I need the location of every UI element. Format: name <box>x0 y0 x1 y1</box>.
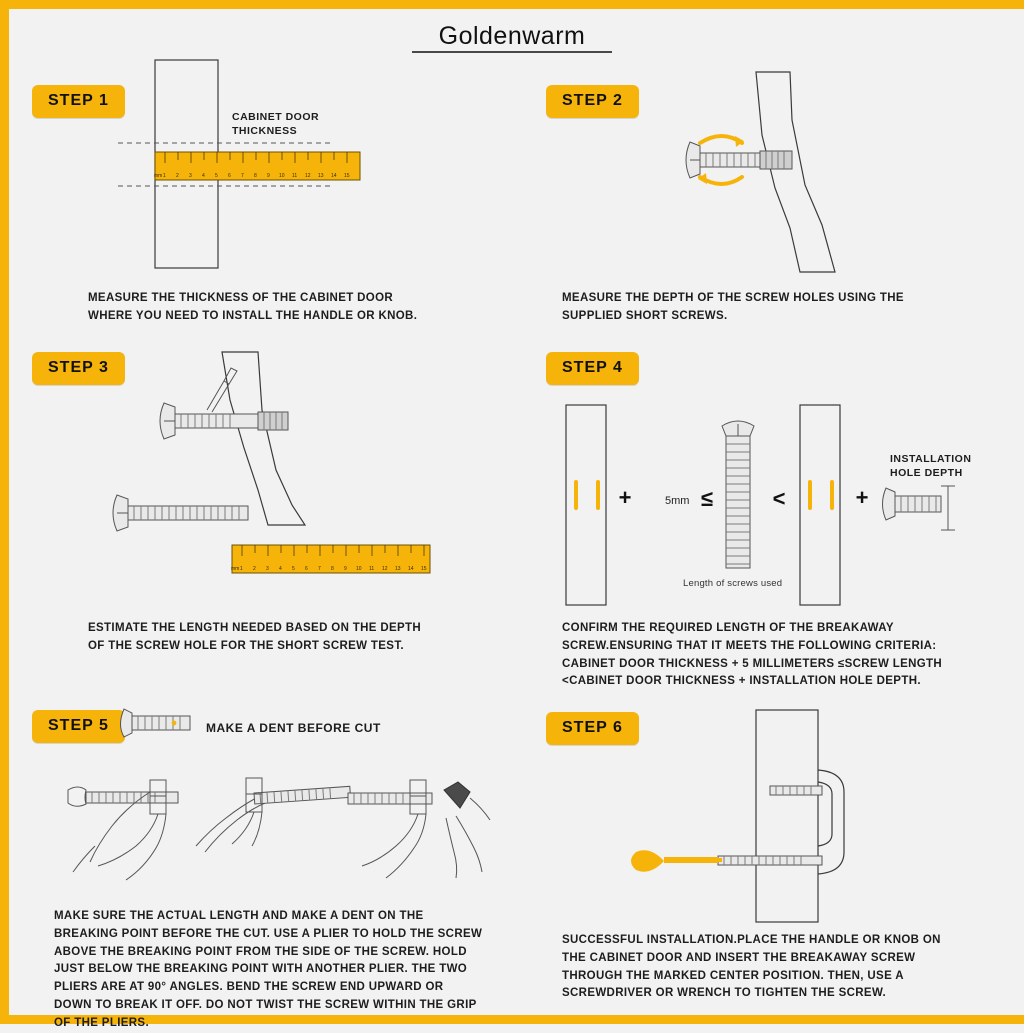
step1-label-line1: CABINET DOOR <box>232 111 320 123</box>
step2-caption: MEASURE THE DEPTH OF THE SCREW HOLES USING THE SUPPLIED SHORT SCREWS. <box>562 292 904 322</box>
svg-text:13: 13 <box>318 173 324 179</box>
svg-text:7: 7 <box>318 566 321 572</box>
step-badge-6: STEP 6 <box>546 712 639 745</box>
svg-text:3: 3 <box>189 173 192 179</box>
step4-caption: CONFIRM THE REQUIRED LENGTH OF THE BREAKAWAY SCREW.ENSURING THAT IT MEETS THE FOLLOWING CRITERIA: CABINET DOOR THICKNESS + 5 MILLIMETERS ≤SCREW LENGTH <CABINET DOOR THICKNESS + INSTALLATION HOLE DEPTH. <box>562 622 943 688</box>
svg-text:3: 3 <box>266 566 269 572</box>
svg-text:6: 6 <box>228 173 231 179</box>
svg-text:10: 10 <box>356 566 362 572</box>
svg-text:2: 2 <box>253 566 256 572</box>
svg-text:11: 11 <box>292 173 298 179</box>
step4-label-line2: HOLE DEPTH <box>890 467 963 479</box>
svg-text:7: 7 <box>241 173 244 179</box>
step4-le: ≤ <box>700 486 714 511</box>
svg-text:15: 15 <box>344 173 350 179</box>
step4-plus-1: + <box>618 485 632 510</box>
svg-text:5: 5 <box>292 566 295 572</box>
svg-text:mm: mm <box>154 173 163 179</box>
svg-text:15: 15 <box>421 566 427 572</box>
svg-text:9: 9 <box>344 566 347 572</box>
step-badge-3: STEP 3 <box>32 352 125 385</box>
svg-text:11: 11 <box>369 566 375 572</box>
svg-text:mm: mm <box>231 566 240 572</box>
svg-text:4: 4 <box>202 173 205 179</box>
svg-text:4: 4 <box>279 566 282 572</box>
svg-text:6: 6 <box>305 566 308 572</box>
step-badge-5: STEP 5 <box>32 710 125 743</box>
step1-caption: MEASURE THE THICKNESS OF THE CABINET DOOR WHERE YOU NEED TO INSTALL THE HANDLE OR KNOB. <box>88 292 418 322</box>
svg-text:8: 8 <box>254 173 257 179</box>
svg-text:14: 14 <box>408 566 414 572</box>
step4-value-5mm: 5mm <box>665 495 690 507</box>
svg-text:14: 14 <box>331 173 337 179</box>
step1-label-line2: THICKNESS <box>232 125 298 137</box>
svg-text:12: 12 <box>382 566 388 572</box>
brand-title: Goldenwarm <box>438 22 586 50</box>
svg-text:1: 1 <box>240 566 243 572</box>
svg-text:9: 9 <box>267 173 270 179</box>
svg-text:2: 2 <box>176 173 179 179</box>
step-badge-2: STEP 2 <box>546 85 639 118</box>
step-badge-4: STEP 4 <box>546 352 639 385</box>
svg-text:10: 10 <box>279 173 285 179</box>
svg-text:8: 8 <box>331 566 334 572</box>
svg-text:13: 13 <box>395 566 401 572</box>
step3-caption: ESTIMATE THE LENGTH NEEDED BASED ON THE DEPTH OF THE SCREW HOLE FOR THE SHORT SCREW TEST. <box>88 622 422 652</box>
svg-text:12: 12 <box>305 173 311 179</box>
svg-text:1: 1 <box>163 173 166 179</box>
svg-text:5: 5 <box>215 173 218 179</box>
step4-screw-note: Length of screws used <box>683 578 783 589</box>
step-badge-1: STEP 1 <box>32 85 125 118</box>
step4-label-line1: INSTALLATION <box>890 453 972 465</box>
step4-plus-2: + <box>855 485 869 510</box>
step4-lt: < <box>772 486 786 511</box>
step6-caption: SUCCESSFUL INSTALLATION.PLACE THE HANDLE OR KNOB ON THE CABINET DOOR AND INSERT THE BREAKAWAY SCREW THROUGH THE MARKED CENTER POSITION. THEN, USE A SCREWDRIVER OR WRENCH TO TIGHTEN THE SCREW. <box>562 934 941 1000</box>
step5-label: MAKE A DENT BEFORE CUT <box>206 721 381 735</box>
step5-caption: MAKE SURE THE ACTUAL LENGTH AND MAKE A DENT ON THE BREAKING POINT BEFORE THE CUT. USE A PLIER TO HOLD THE SCREW ABOVE THE BREAKING POINT FROM THE SIDE OF THE SCREW. HOLD JUST BELOW THE BREAKING POINT WITH ANOTHER PLIER. THE TWO PLIERS ARE AT 90° ANGLES. BEND THE SCREW END UPWARD OR DOWN TO BREAK IT OFF. DO NOT TWIST THE SCREW WITHIN THE GRIP OF THE PLIERS. <box>54 910 483 1029</box>
